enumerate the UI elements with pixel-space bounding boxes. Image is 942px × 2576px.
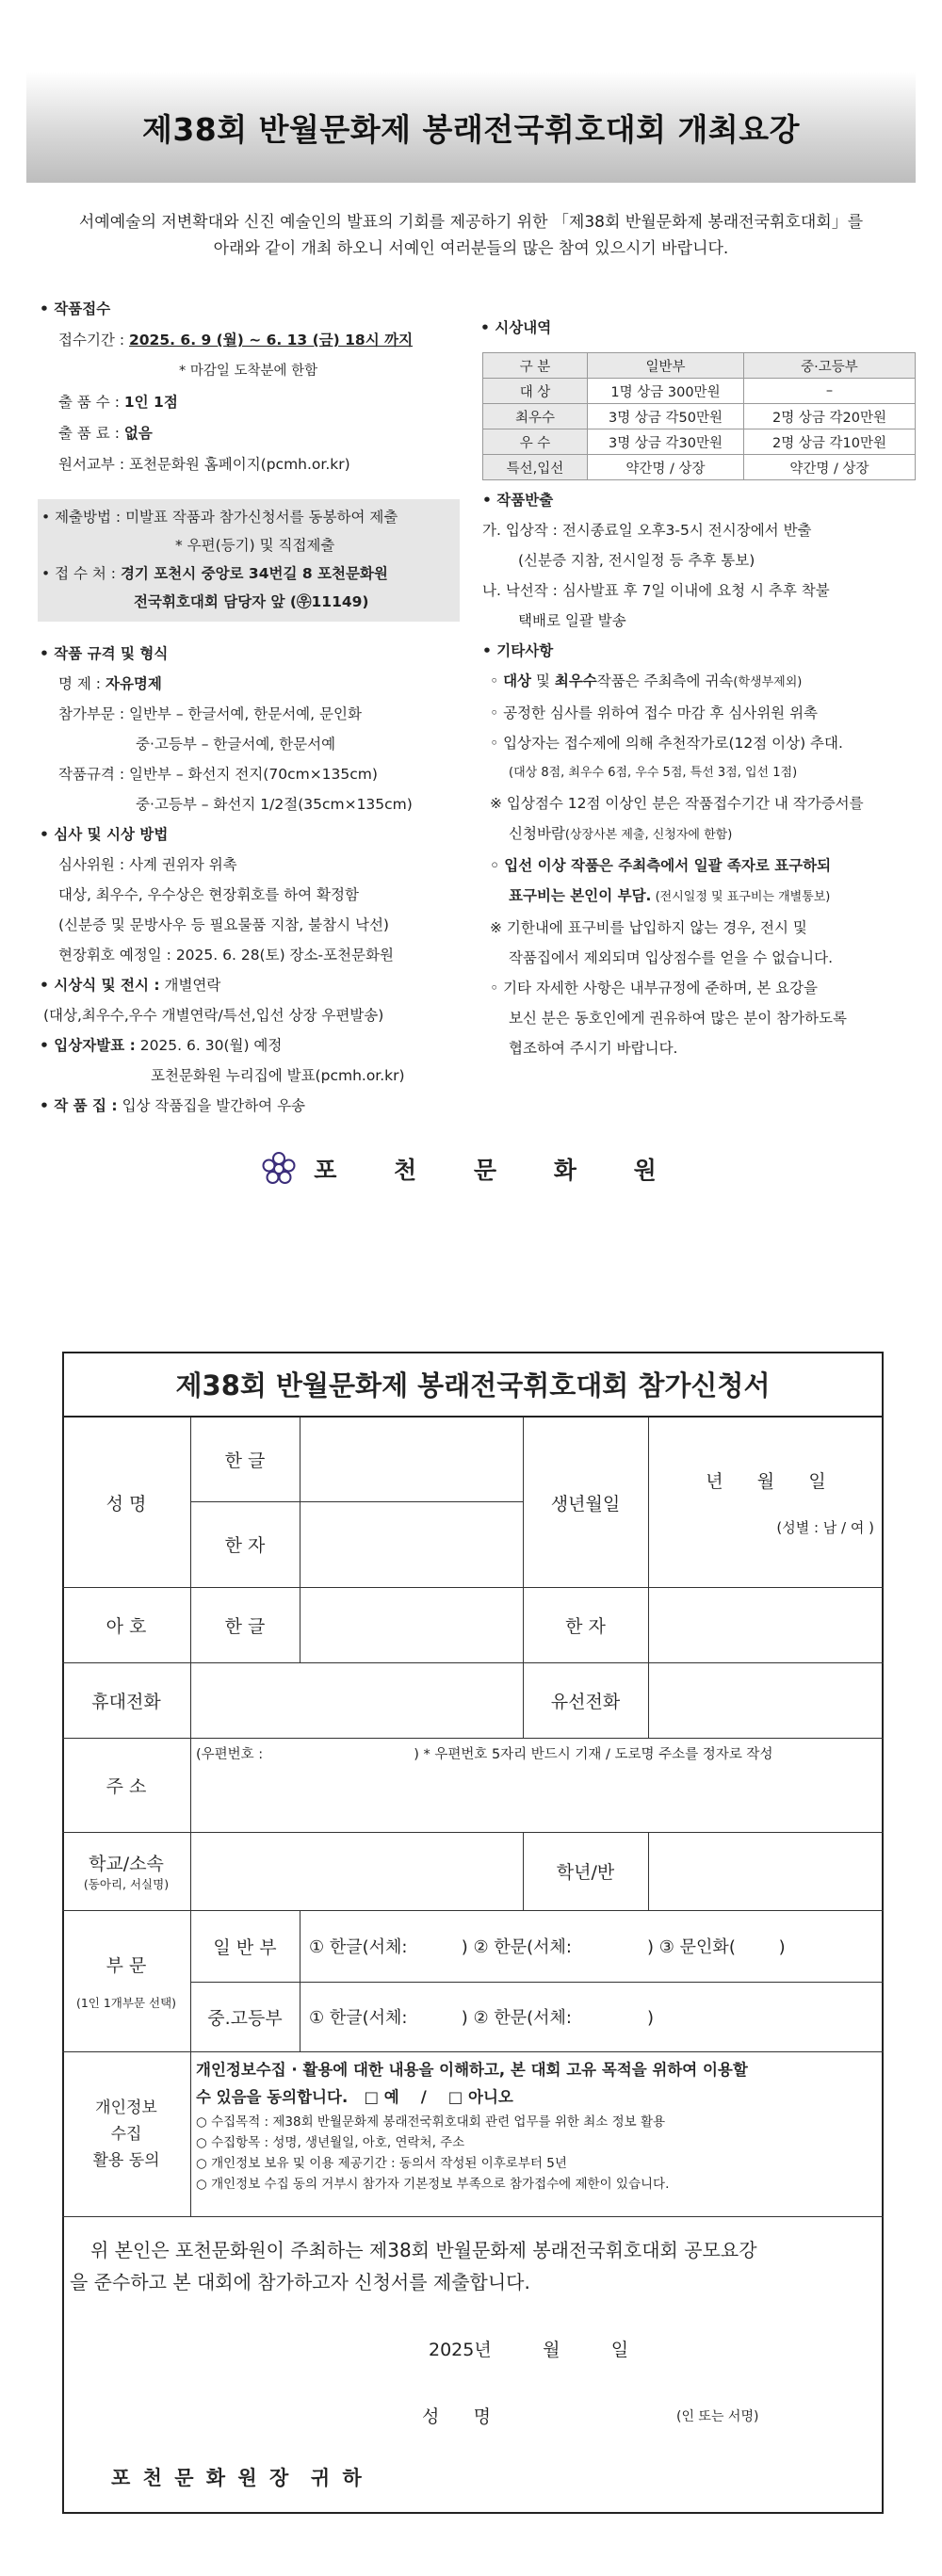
size-student: 중·고등부 – 화선지 1/2절(35cm×135cm) (136, 796, 413, 813)
date-line[interactable]: 2025년 월 일 (429, 2340, 629, 2360)
method-label: • 제출방법 : (41, 509, 122, 526)
pen-hangul-input[interactable] (300, 1587, 523, 1662)
sign-note: (인 또는 서명) (676, 2409, 759, 2424)
return-b-2: 택배로 일괄 발송 (518, 612, 626, 629)
privacy-label-cell (62, 2051, 190, 2216)
addressee: 포 천 문 화 원 장 귀 하 (111, 2467, 365, 2489)
judge-line: 심사위원 : 사계 권위자 위촉 (58, 856, 237, 873)
deadline-note: * 마감일 도착분에 한함 (179, 364, 318, 379)
phone-input[interactable] (648, 1662, 884, 1738)
judge-line: (신분증 및 문방사우 등 필요물품 지참, 불참시 낙선) (58, 916, 389, 933)
prize-cell: 2명 상금 각10만원 (744, 429, 916, 455)
receipt-section (40, 294, 463, 480)
return-etc-section (482, 485, 925, 1063)
intro-text (38, 209, 904, 262)
etc5b: 표구비는 본인이 부담. (509, 887, 652, 904)
spec-heading: • 작품 규격 및 형식 (40, 645, 169, 662)
book-value: 입상 작품집을 발간하여 우송 (122, 1097, 306, 1114)
student-options[interactable]: ① 한글(서체: ) ② 한문(서체: ) (309, 2008, 655, 2028)
prize-cell: 3명 상금 각50만원 (588, 404, 744, 429)
school-label-cell (62, 1832, 190, 1910)
prize-cell: 대 상 (483, 379, 588, 404)
place-value-2: 전국휘호대회 담당자 앞 (㉾11149) (134, 593, 369, 610)
mobile-input[interactable] (190, 1662, 523, 1738)
prize-cell: 특선,입선 (483, 455, 588, 480)
dept-general: 일반부 – 한글서예, 한문서예, 문인화 (128, 705, 362, 722)
privacy-consent[interactable]: 수 있음을 동의합니다. □ 예 / □ 아니오 (196, 2088, 513, 2106)
pen-hanja-input[interactable] (648, 1587, 884, 1662)
etc4b-small: (상장사본 제출, 신청자에 한함) (564, 828, 733, 842)
book (40, 1091, 463, 1121)
intro-line: 서예예술의 저변확대와 신진 예술인의 발표의 기회를 제공하기 위한 「제38회 반월문화제 봉래전국휘호대회」를 (78, 213, 864, 232)
receipt-period (40, 325, 463, 356)
privacy-item: ○ 수집목적 : 제38회 반월문화제 봉래전국휘호대회 관련 업무를 위한 최소 정보 활용 (196, 2114, 666, 2130)
etc-item-note: (대상 8점, 최우수 6점, 우수 5점, 특선 3점, 입선 1점) (509, 766, 798, 780)
submit-box (38, 499, 460, 622)
prize-table (482, 352, 916, 480)
general-label: 일 반 부 (213, 1936, 277, 1958)
topic-value: 자유명제 (105, 675, 162, 692)
period-label: 접수기간 : (58, 332, 125, 348)
prize-header-cell: 일반부 (588, 353, 744, 379)
prize-cell: 2명 상금 각20만원 (744, 404, 916, 429)
judge-heading: • 심사 및 시상 방법 (40, 826, 169, 843)
address-note-a: (우편번호 : (196, 1747, 264, 1762)
gender-value: (성별 : 남 / 여 ) (776, 1519, 874, 1536)
announce-heading: • 입상자발표 : (40, 1037, 136, 1054)
page-title: 제38회 반월문화제 봉래전국휘호대회 개최요강 (141, 110, 801, 148)
pen-name-label: 아 호 (106, 1615, 147, 1637)
prize-cell: 약간명 / 상장 (744, 455, 916, 480)
method-note: * 우편(등기) 및 직접제출 (175, 537, 335, 554)
name-label: 성 명 (106, 1493, 147, 1515)
award-show-value: 개별연락 (164, 977, 221, 994)
pen-hangul-label: 한 글 (224, 1615, 266, 1637)
judge-line: 대상, 최우수, 우수상은 현장휘호를 하여 확정함 (58, 886, 359, 903)
privacy-item: ○ 개인정보 수집 동의 거부시 참가자 기본정보 부족으로 참가접수에 제한이 있습니다. (196, 2177, 670, 2192)
dept-label-cell (62, 1910, 190, 2051)
etc-item-cont: 보신 분은 동호인에게 권유하여 많은 분이 참가하도록 (509, 1010, 847, 1027)
count-value: 1인 1점 (123, 394, 178, 411)
return-b: 나. 낙선작 : 심사발표 후 7일 이내에 요청 시 추후 착불 (482, 582, 830, 599)
prize-cell: 약간명 / 상장 (588, 455, 744, 480)
etc1-small: (학생부제외) (733, 675, 803, 689)
prize-cell: 우 수 (483, 429, 588, 455)
privacy-label: 활용 동의 (92, 2150, 160, 2170)
name-hanja-label: 한 자 (224, 1535, 266, 1556)
privacy-main: 개인정보수집 · 활용에 대한 내용을 이해하고, 본 대회 고유 목적을 위하여 이용할 (196, 2061, 748, 2079)
spec-topic (40, 669, 463, 699)
etc1-rest: 작품은 주최측에 귀속 (596, 672, 734, 689)
announce-value: 2025. 6. 30(월) 예정 (139, 1037, 283, 1054)
prize-cell: 1명 상금 300만원 (588, 379, 744, 404)
etc-bullet: ◦ (490, 672, 504, 689)
etc-item: ◦ 기타 자세한 사항은 내부규정에 준하며, 본 요강을 (490, 980, 819, 996)
sign-label: 성 명 (422, 2406, 491, 2427)
topic-label: 명 제 : (58, 675, 102, 692)
name-hangul-label: 한 글 (224, 1450, 266, 1471)
privacy-item: ○ 개인정보 보유 및 이용 제공기간 : 동의서 작성된 이후로부터 5년 (196, 2156, 567, 2171)
award-show (40, 970, 463, 1000)
name-hangul-input[interactable] (300, 1418, 523, 1501)
announce (40, 1030, 463, 1061)
size-label: 작품규격 : (58, 766, 125, 783)
pledge (70, 2234, 880, 2298)
prize-header-cell: 중·고등부 (744, 353, 916, 379)
etc1-bold2: 최우수 (554, 672, 597, 689)
privacy-content (190, 2051, 884, 2216)
spec-size (40, 759, 463, 789)
etc-item-cont (482, 818, 925, 851)
intro-line: 아래와 같이 개최 하오니 서예인 여러분들의 많은 참여 있으시기 바랍니다. (213, 239, 729, 258)
fee-label: 출 품 료 : (58, 425, 120, 442)
prize-row (483, 404, 916, 429)
pledge-line: 위 본인은 포천문화원이 주최하는 제38회 반월문화제 봉래전국휘호대회 공모요강 (90, 2239, 757, 2261)
org-footer (0, 1151, 942, 1187)
grade-input[interactable] (648, 1832, 884, 1910)
prize-heading-text: • 시상내역 (480, 319, 552, 336)
school-label: 학교/소속 (89, 1854, 164, 1874)
privacy-label: 개인정보 (95, 2098, 157, 2117)
etc5b-small: (전시일정 및 표구비는 개별통보) (651, 890, 831, 904)
announce-value-2: 포천문화원 누리집에 발표(pcmh.or.kr) (151, 1067, 405, 1084)
method-value: 미발표 작품과 참가신청서를 동봉하여 제출 (125, 509, 398, 526)
etc-item-cont: 작품집에서 제외되며 입상점수를 얻을 수 없습니다. (509, 949, 833, 966)
privacy-label: 수집 (110, 2124, 142, 2144)
receipt-form (40, 449, 463, 480)
return-heading: • 작품반출 (482, 492, 554, 509)
mobile-label: 휴대전화 (91, 1691, 161, 1712)
form-value: 포천문화원 홈페이지(pcmh.or.kr) (128, 456, 350, 473)
privacy-item: ○ 수집항목 : 성명, 생년월일, 아호, 연락처, 주소 (196, 2135, 465, 2150)
etc1-bold: 대상 (503, 672, 532, 689)
address-input[interactable] (190, 1738, 884, 1832)
receipt-count (40, 387, 463, 418)
prize-row (483, 455, 916, 480)
dept-student: 중·고등부 – 한글서예, 한문서예 (136, 736, 336, 753)
prize-cell: 최우수 (483, 404, 588, 429)
school-input[interactable] (190, 1832, 523, 1910)
prize-cell: 3명 상금 각30만원 (588, 429, 744, 455)
title-banner (26, 72, 916, 183)
etc-item: ◦ 입상자는 접수제에 의해 추천작가로(12점 이상) 추대. (490, 735, 843, 752)
place-label: • 접 수 처 : (41, 565, 116, 582)
etc-item: ※ 기한내에 표구비를 납입하지 않는 경우, 전시 및 (490, 919, 807, 936)
return-a: 가. 입상작 : 전시종료일 오후3-5시 전시장에서 반출 (482, 522, 812, 539)
birth-value: 년 월 일 (706, 1471, 826, 1492)
etc-item: ◦ 입선 이상 작품은 주최측에서 일괄 족자로 표구하되 (490, 857, 832, 874)
dept-label: 참가부문 : (58, 705, 125, 722)
fee-value: 없음 (123, 425, 153, 442)
receipt-heading: • 작품접수 (40, 300, 111, 317)
etc-item: ◦ 공정한 심사를 위하여 접수 마감 후 심사위원 위촉 (490, 705, 819, 721)
prize-heading (480, 313, 923, 344)
submit-place (41, 559, 460, 588)
prize-header-row (483, 353, 916, 379)
birth-label: 생년월일 (550, 1493, 621, 1515)
receipt-fee (40, 418, 463, 449)
phone-label: 유선전화 (550, 1691, 621, 1712)
prize-row (483, 379, 916, 404)
pledge-line: 을 준수하고 본 대회에 참가하고자 신청서를 제출합니다. (70, 2271, 530, 2293)
return-a-note: (신분증 지참, 전시일정 등 추후 통보) (518, 552, 755, 569)
etc-heading: • 기타사항 (482, 642, 554, 659)
size-general: 일반부 – 화선지 전지(70cm×135cm) (128, 766, 378, 783)
etc-item-cont (482, 881, 925, 913)
etc1-mid: 및 (531, 672, 555, 689)
org-name: 포 천 문 화 원 (314, 1157, 681, 1184)
student-label: 중.고등부 (207, 2007, 283, 2029)
etc-item (482, 666, 925, 698)
etc-item-cont: 협조하여 주시기 바랍니다. (509, 1040, 678, 1057)
school-sub: (동아리, 서실명) (83, 1877, 170, 1891)
address-label: 주 소 (106, 1775, 147, 1797)
grade-label: 학년/반 (556, 1862, 615, 1883)
etc4b: 신청바람 (509, 825, 565, 842)
address-note-b: ) * 우편번호 5자리 반드시 기재 / 도로명 주소를 정자로 작성 (414, 1747, 773, 1762)
general-options[interactable]: ① 한글(서체: ) ② 한문(서체: ) ③ 문인화( ) (309, 1937, 786, 1957)
dept-label: 부 문 (106, 1954, 147, 1976)
award-show-heading: • 시상식 및 전시 : (40, 977, 160, 994)
row-divider (62, 2216, 884, 2217)
pen-hanja-label: 한 자 (565, 1615, 606, 1637)
dept-sub: (1인 1개부문 선택) (75, 1995, 177, 2010)
name-hanja-input[interactable] (300, 1501, 523, 1587)
form-title: 제38회 반월문화제 봉래전국휘호대회 참가신청서 (62, 1352, 884, 1418)
spec-section (40, 639, 463, 1121)
prize-header-cell: 구 분 (483, 353, 588, 379)
spec-dept (40, 699, 463, 729)
submit-method (41, 503, 460, 531)
period-value: 2025. 6. 9 (월) ~ 6. 13 (금) 18시 까지 (128, 332, 414, 348)
prize-cell: – (744, 379, 916, 404)
etc-item: ※ 입상점수 12점 이상인 분은 작품접수기간 내 작가증서를 (490, 795, 864, 812)
award-show-note: (대상,최우수,우수 개별연락/특선,입선 상장 우편발송) (43, 1007, 384, 1024)
form-label: 원서교부 : (58, 456, 125, 473)
judge-line: 현장휘호 예정일 : 2025. 6. 28(토) 장소-포천문화원 (58, 947, 394, 964)
prize-row (483, 429, 916, 455)
flower-logo-icon (261, 1151, 297, 1187)
place-value: 경기 포천시 중앙로 34번길 8 포천문화원 (120, 565, 388, 582)
book-heading: • 작 품 집 : (40, 1097, 118, 1114)
count-label: 출 품 수 : (58, 394, 120, 411)
birth-input[interactable] (648, 1418, 884, 1587)
